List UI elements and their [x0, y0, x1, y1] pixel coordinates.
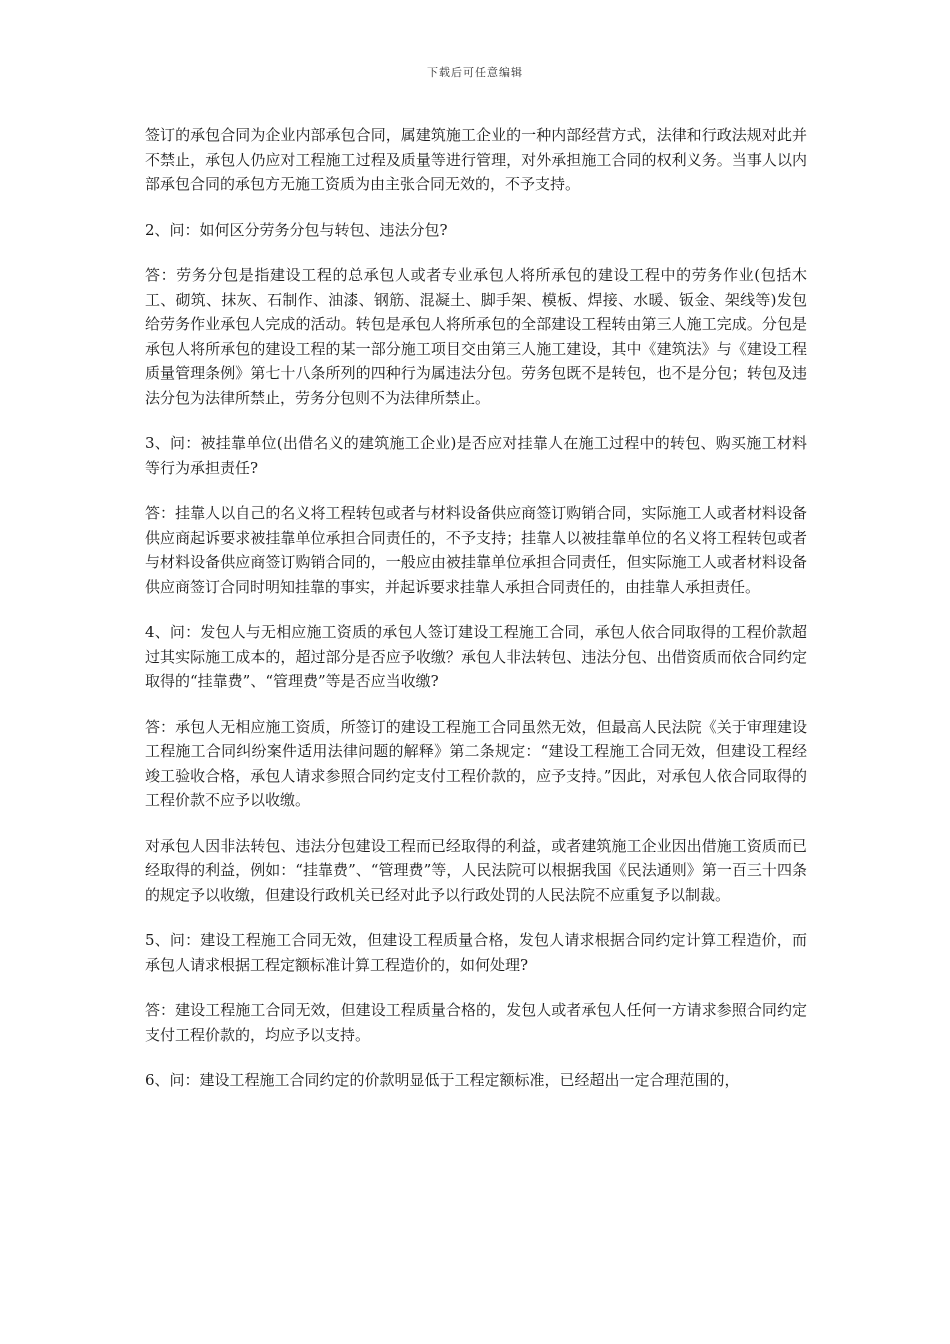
- answer-4-continued: 对承包人因非法转包、违法分包建设工程而已经取得的利益，或者建筑施工企业因出借施工资质而已经取得的利益，例如：“挂靠费”、“管理费”等，人民法院可以根据我国《民法通则》第一百三十四条的规定予以收缴，但建设行政机关已经对此予以行政处罚的人民法院不应重复予以制裁。: [145, 836, 807, 904]
- answer-4: 答：承包人无相应施工资质，所签订的建设工程施工合同虽然无效，但最高人民法院《关于审理建设工程施工合同纠纷案件适用法律问题的解释》第二条规定：“建设工程施工合同无效，但建设工程经竣工验收合格，承包人请求参照合同约定支付工程价款的，应予支持。”因此，对承包人依合同取得的工程价款不应予以收缴。: [145, 717, 807, 809]
- question-3: 3、问：被挂靠单位(出借名义的建筑施工企业)是否应对挂靠人在施工过程中的转包、购买施工材料等行为承担责任?: [145, 434, 807, 477]
- answer-3: 答：挂靠人以自己的名义将工程转包或者与材料设备供应商签订购销合同，实际施工人或者材料设备供应商起诉要求被挂靠单位承担合同责任的，不予支持；挂靠人以被挂靠单位的名义将工程转包或者与材料设备供应商签订购销合同的，一般应由被挂靠单位承担合同责任，但实际施工人或者材料设备供应商签订合同时明知挂靠的事实，并起诉要求挂靠人承担合同责任的，由挂靠人承担责任。: [145, 504, 807, 596]
- question-4: 4、问：发包人与无相应施工资质的承包人签订建设工程施工合同，承包人依合同取得的工程价款超过其实际施工成本的，超过部分是否应予收缴？承包人非法转包、违法分包、出借资质而依合同约定取得的“挂靠费”、“管理费”等是否应当收缴?: [145, 623, 807, 690]
- answer-2: 答：劳务分包是指建设工程的总承包人或者专业承包人将所承包的建设工程中的劳务作业(包括木工、砌筑、抹灰、石制作、油漆、钢筋、混凝土、脚手架、模板、焊接、水暖、钣金、架线等)发包给劳务作业承包人完成的活动。转包是承包人将所承包的全部建设工程转由第三人施工完成。分包是承包人将所承包的建设工程的某一部分施工项目交由第三人施工建设，其中《建筑法》与《建设工程质量管理条例》第七十八条所列的四种行为属违法分包。劳务包既不是转包，也不是分包；转包及违法分包为法律所禁止，劳务分包则不为法律所禁止。: [145, 266, 807, 407]
- paragraph-intro: 签订的承包合同为企业内部承包合同，属建筑施工企业的一种内部经营方式，法律和行政法规对此并不禁止，承包人仍应对工程施工过程及质量等进行管理，对外承担施工合同的权利义务。当事人以内部承包合同的承包方无施工资质为由主张合同无效的，不予支持。: [145, 126, 807, 193]
- document-body: [145, 123, 807, 1114]
- question-2: 2、问：如何区分劳务分包与转包、违法分包?: [145, 220, 448, 239]
- answer-5: 答：建设工程施工合同无效，但建设工程质量合格的，发包人或者承包人任何一方请求参照合同约定支付工程价款的，均应予以支持。: [145, 1001, 807, 1044]
- question-6: 6、问：建设工程施工合同约定的价款明显低于工程定额标准，已经超出一定合理范围的，: [145, 1071, 740, 1089]
- question-5: 5、问：建设工程施工合同无效，但建设工程质量合格，发包人请求根据合同约定计算工程造价，而承包人请求根据工程定额标准计算工程造价的，如何处理?: [145, 931, 807, 974]
- page-header: 下载后可任意编辑: [427, 66, 523, 79]
